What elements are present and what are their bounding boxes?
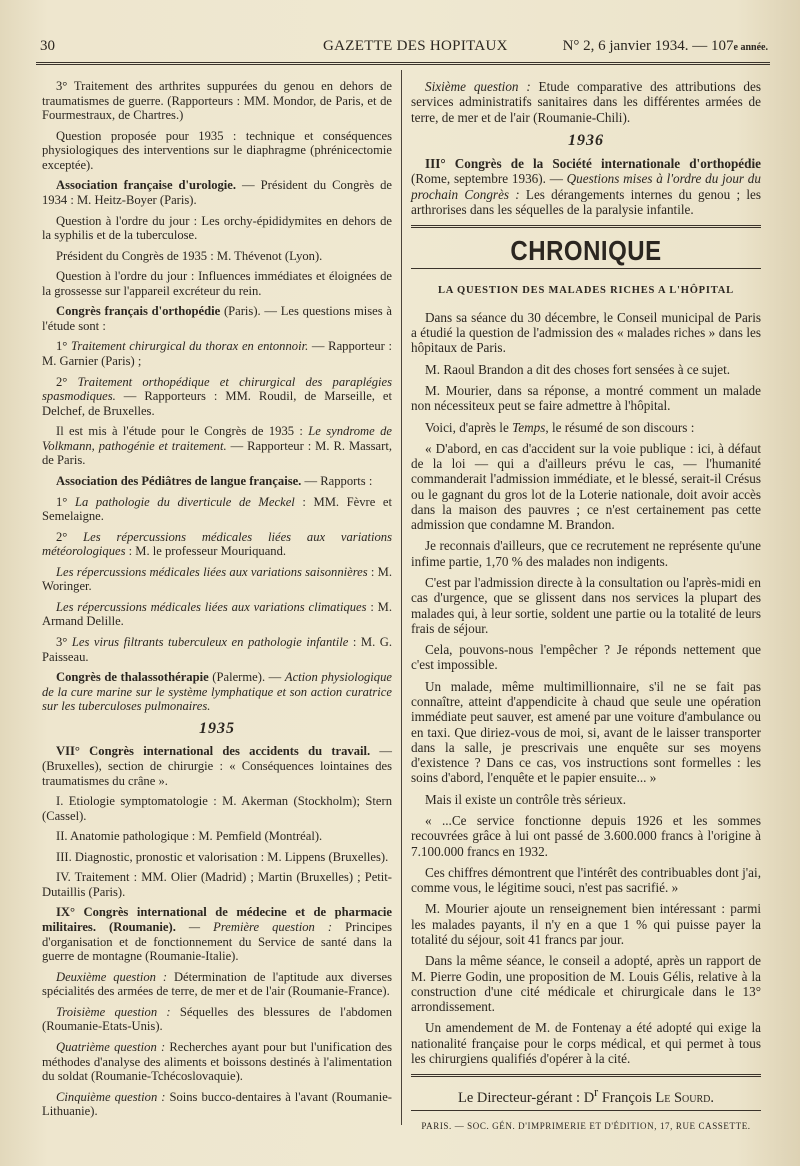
paragraph: Président du Congrès de 1935 : M. Thévenot (Lyon). xyxy=(56,248,323,263)
list-item: 1° La pathologie du diverticule de Meckel : MM. Fèvre et Semelaigne. xyxy=(42,494,393,524)
paragraph: Un amendement de M. de Fontenay a été adopté qui exige la nationalité française pour le corps médical, et qui permet à tous les chirurgiens qualifiés d'opérer à la cité. xyxy=(411,1020,761,1066)
right-column xyxy=(411,79,761,1135)
paragraph: Mais il existe un contrôle très sérieux. xyxy=(425,791,627,807)
paragraph: « D'abord, en cas d'accident sur la voie publique : ici, à défaut de la loi — qui a d'ailleurs prévu le cas, — l'humanité commanderait l'admission immédiate, et le blessé, serait-il Crésus ou le gagnant du gros lot de la Loterie nationale, doit avoir accès dans la maison des pauvres ; ce n'est certainement pas cette admission que condamne M. Brandon. xyxy=(411,440,761,533)
list-item: II. Anatomie pathologique : M. Pemfield (Montréal). xyxy=(56,829,323,844)
running-header xyxy=(38,38,768,58)
printer-rule xyxy=(411,1110,761,1111)
year-heading-1936: 1936 xyxy=(568,131,604,149)
paragraph: Dans la même séance, le conseil a adopté, après un rapport de M. Pierre Godin, une proposition de M. Louis Gélis, relative à la construction d'une cité médicale et chirurgicale dans le 13° arrondissement. xyxy=(411,953,761,1015)
page-number: 30 xyxy=(40,38,55,54)
paragraph: Cela, pouvons-nous l'empêcher ? Je réponds nettement que c'est impossible. xyxy=(411,642,761,673)
column-separator xyxy=(401,70,402,1125)
paragraph: M. Mourier ajoute un renseignement bien intéressant : parmi les malades payants, il n'y en a que 1 % qui puisse payer la totalité du séjour, soit 41 francs par jour. xyxy=(411,901,761,947)
article-subheading: LA QUESTION DES MALADES RICHES A L'HÔPITAL xyxy=(438,284,734,296)
list-item: 2° Les répercussions médicales liées aux variations météorologiques : M. le professeur Mouriquand. xyxy=(42,529,392,559)
section-urologie: Association française d'urologie. — Président du Congrès de 1934 : M. Heitz-Boyer (Paris). xyxy=(42,178,392,207)
list-item: IV. Traitement : MM. Olier (Madrid) ; Martin (Bruxelles) ; Petit-Dutaillis (Paris). xyxy=(42,870,392,899)
list-item: Les répercussions médicales liées aux variations saisonnières : M. Woringer. xyxy=(42,564,392,594)
paragraph: Je reconnais d'ailleurs, que ce recrutement ne représente qu'une infime partie, 1,70 % des malades non indigents. xyxy=(411,538,761,569)
signature-rule xyxy=(411,1074,761,1077)
list-item: 2° Traitement orthopédique et chirurgical des paraplégies spasmodiques. — Rapporteurs : MM. Roudil, de Marseille, et Delchef, de Bruxelles. xyxy=(42,374,393,418)
list-item: Les répercussions médicales liées aux variations climatiques : M. Armand Delille. xyxy=(42,599,392,629)
list-item: Troisième question : Séquelles des blessures de l'abdomen (Roumanie-Etats-Unis). xyxy=(42,1004,392,1034)
paragraph: Question à l'ordre du jour : Les orchy-épididymites en dehors de la syphilis et de la tuberculose. xyxy=(42,213,392,243)
list-item: III. Diagnostic, pronostic et valorisation : M. Lippens (Bruxelles). xyxy=(56,849,389,864)
paragraph: Ces chiffres démontrent que l'intérêt des contribuables dont j'ai, comme vous, le légitime souci, n'est pas sacrifié. » xyxy=(411,864,761,896)
section-accidents-travail: VII° Congrès international des accidents du travail. — (Bruxelles), section de chirurgie : « Conséquences lointaines des traumatismes du crâne ». xyxy=(42,744,392,788)
list-item: I. Etiologie symptomatologie : M. Akerman (Stockholm); Stern (Cassel). xyxy=(42,794,392,823)
chronique-heading: CHRONIQUE xyxy=(510,236,662,268)
section-medecine-militaire: IX° Congrès international de médecine et de pharmacie militaires. (Roumanie). — Première question : Principes d'organisation et de fonctionnement du Service de santé dans la guerre de montagne (Roumanie-Italie). xyxy=(42,905,392,964)
paragraph: M. Mourier, dans sa réponse, a montré comment un malade non nécessiteux peut se faire admettre à l'hôpital. xyxy=(411,382,761,414)
list-item: Quatrième question : Recherches ayant pour but l'unification des méthodes d'analyse des aliments et boissons destinés à l'alimentation du soldat (Roumanie-Tchécoslovaquie). xyxy=(42,1039,392,1084)
director-signature: Le Directeur-gérant : $D^r$ François Le Sourd. xyxy=(457,1085,715,1107)
paragraph: Question à l'ordre du jour : Influences immédiates et éloignées de la grossesse sur l'appareil excréteur du rein. xyxy=(42,269,392,298)
paragraph: « ...Ce service fonctionne depuis 1926 et les sommes recouvrées grâce à lui ont passé de 3.600.000 francs à l'origine à 7.100.000 francs en 1932. xyxy=(411,812,761,859)
section-orthopedie-internationale: III° Congrès de la Société internationale d'orthopédie (Rome, septembre 1936). — Questions mises à l'ordre du jour du prochain Congrès : Les dérangements internes du genou ; les arthrorises dans les séquelles de la paralysie infantile. xyxy=(411,156,761,217)
section-thalassotherapie: Congrès de thalassothérapie (Palerme). — Action physiologique de la cure marine sur le système lymphatique et son action curatrice sur les tuberculoses pulmonaires. xyxy=(42,670,392,714)
paragraph: Un malade, même multimillionnaire, s'il ne se fait pas connaître, atteint d'appendicite à chaud que seule une opération immédiate peut sauver, est amené par une voiture d'ambulance ou en taxi. Que diriez-vous de moi, si, avant de le laisser transporter dans la salle, je prescrivais une enquête sur ses moyens d'existence ? Dans ce cas, vos instructions sont formelles : les soins d'abord, l'enquête et le papier ensuite... » xyxy=(411,678,761,786)
section-orthopedie: Congrès français d'orthopédie (Paris). — Les questions mises à l'étude sont : xyxy=(42,304,392,333)
list-item: Sixième question : Etude comparative des attributions des services administratifs sanitaires dans les différentes armées de terre, de mer et de l'air (Roumanie-Chili). xyxy=(411,79,761,125)
journal-title: GAZETTE DES HOPITAUX xyxy=(323,38,508,54)
year-heading-1935: 1935 xyxy=(199,719,235,737)
printer-imprint: PARIS. — SOC. GÉN. D'IMPRIMERIE ET D'ÉDITION, 17, RUE CASSETTE. xyxy=(421,1121,751,1132)
list-item: Cinquième question : Soins bucco-dentaires à l'avant (Roumanie-Lithuanie). xyxy=(42,1089,392,1119)
paragraph: C'est par l'admission directe à la consultation ou l'après-midi en cas d'urgence, que se glissent dans nos services la plupart des malades qui, à leur sortie, soldent une partie ou la totalité de leurs frais de séjour. xyxy=(411,575,761,636)
left-column xyxy=(42,79,392,1125)
paragraph: Question proposée pour 1935 : technique et conséquences physiologiques des interventions sur le diaphragme (phrénicectomie exceptée). xyxy=(42,128,392,172)
list-item: Deuxième question : Détermination de l'aptitude aux diverses spécialités des armées de terre, de mer et de l'air (Roumanie-France). xyxy=(42,969,393,999)
paragraph: 3° Traitement des arthrites suppurées du genou en dehors de traumatismes de guerre. (Rapporteurs : MM. Mondor, de Paris, et de Fourmestraux, de Chartres.) xyxy=(42,79,392,123)
paragraph: Il est mis à l'étude pour le Congrès de 1935 : Le syndrome de Volkmann, pathogénie et traitement. — Rapporteur : M. R. Massart, de Paris. xyxy=(42,424,392,468)
paragraph: M. Raoul Brandon a dit des choses fort sensées à ce sujet. xyxy=(425,361,731,377)
paragraph: Voici, d'après le Temps, le résumé de son discours : xyxy=(425,419,695,435)
issue-info: N° 2, 6 janvier 1934. — 107e année. xyxy=(562,38,768,54)
header-rule xyxy=(36,62,770,65)
paragraph: Dans sa séance du 30 décembre, le Conseil municipal de Paris a étudié la question de l'admission des « malades riches » dans les hôpitaux de Paris. xyxy=(411,309,761,356)
section-pediatres: Association des Pédiâtres de langue française. — Rapports : xyxy=(56,473,373,488)
list-item: 3° Les virus filtrants tuberculeux en pathologie infantile : M. G. Paisseau. xyxy=(42,635,393,664)
section-rule xyxy=(411,225,761,228)
section-rule xyxy=(411,268,761,269)
list-item: 1° Traitement chirurgical du thorax en entonnoir. — Rapporteur : M. Garnier (Paris) ; xyxy=(42,339,392,368)
